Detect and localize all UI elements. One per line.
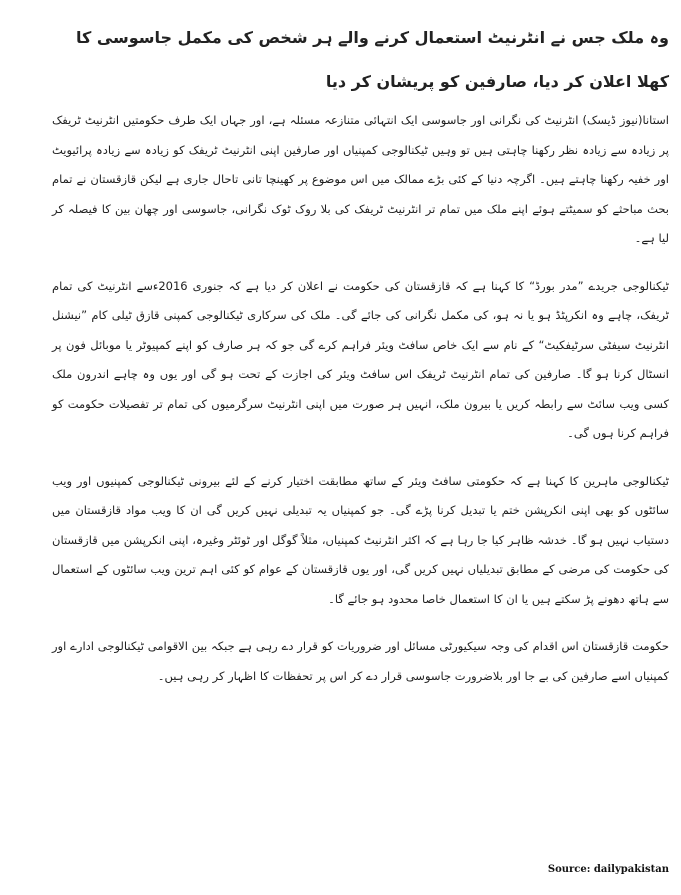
source-credit: Source: dailypakistan <box>547 864 669 875</box>
article-paragraph-4: حکومت قازقستان اس اقدام کی وجہ سیکیورٹی مسائل اور ضروریات کو قرار دے رہی ہے جبکہ بین الاقوامی ٹیکنالوجی ادارے اور کمپنیاں اسے صارفین کی بے جا اور بلاضرورت جاسوسی قرار دے کر اس پر تحفظات کا اظہار کر رہی ہیں۔ <box>52 639 669 683</box>
article-paragraph-1: استانا(نیوز ڈیسک) انٹرنیٹ کی نگرانی اور جاسوسی ایک انتہائی متنازعہ مسئلہ ہے، اور جہاں ایک طرف حکومتیں انٹرنیٹ ٹریفک پر زیادہ سے زیادہ نظر رکھنا چاہتی ہیں تو وہیں ٹیکنالوجی کمپنیاں اور صارفین اپنی انٹرنیٹ ٹریفک کو زیادہ سے زیادہ پرائیویٹ اور خفیہ رکھنا چاہتے ہیں۔ اگرچہ دنیا کے کئی بڑے ممالک میں اس موضوع پر کھینچا تانی تاحال جاری ہے لیکن قازقستان نے تمام بحث مباحثے کو سمیٹتے ہوئے اپنے ملک میں تمام تر انٹرنیٹ ٹریفک کی بلا روک ٹوک نگرانی، جاسوسی اور چھان بین کا فیصلہ کر لیا ہے۔ <box>52 113 669 245</box>
article-paragraph-3: ٹیکنالوجی ماہرین کا کہنا ہے کہ حکومتی سافٹ ویئر کے ساتھ مطابقت اختیار کرنے کے لئے بیرونی ٹیکنالوجی کمپنیوں اور ویب سائٹوں کو بھی اپنی انکرپشن ختم یا تبدیل کرنا پڑے گی۔ جو کمپنیاں یہ تبدیلی نہیں کریں گی ان کا ویب مواد قازقستان میں دستیاب نہیں ہو گا۔ خدشہ ظاہر کیا جا رہا ہے کہ اکثر انٹرنیٹ کمپنیاں، مثلاً گوگل اور ٹوئٹر وغیرہ، اپنی انکرپشن میں قازقستان کی حکومت کی مرضی کے مطابق تبدیلیاں نہیں کریں گی، اور یوں قازقستان کے عوام کو کئی اہم ترین ویب سائٹوں کے استعمال سے ہاتھ دھونے پڑ سکتے ہیں یا ان کا استعمال خاصا محدود ہو جائے گا۔ <box>52 473 669 606</box>
article-headline: وہ ملک جس نے انٹرنیٹ استعمال کرنے والے ہر شخص کی مکمل جاسوسی کا کھلا اعلان کر دیا، صارفین کو پریشان کر دیا <box>75 28 669 91</box>
article <box>52 16 669 709</box>
article-paragraph-2: ٹیکنالوجی جریدے ”مدر بورڈ“ کا کہنا ہے کہ قازقستان کی حکومت نے اعلان کر دیا ہے کہ جنوری 2016ءسے انٹرنیٹ کی تمام ٹریفک، چاہے وہ انکرپٹڈ ہو یا نہ ہو، کی مکمل نگرانی کی جائے گی۔ ملک کی سرکاری ٹیکنالوجی کمپنی قازق ٹیلی کام ”نیشنل انٹرنیٹ سیفٹی سرٹیفکیٹ“ کے نام سے ایک خاص سافٹ ویئر فراہم کرے گی جو کہ ہر صارف کو اپنے کمپیوٹر یا موبائل فون پر انسٹال کرنا ہو گا۔ صارفین کی تمام انٹرنیٹ ٹریفک اس سافٹ ویئر کی اجازت کے تحت ہو گی اور یوں وہ چاہے اندرون ملک کسی ویب سائٹ سے رابطہ کریں یا بیرون ملک، انہیں ہر صورت میں اپنی انٹرنیٹ سرگرمیوں کی تمام تر تفصیلات حکومت کو فراہم کرنا ہوں گی۔ <box>52 278 669 440</box>
